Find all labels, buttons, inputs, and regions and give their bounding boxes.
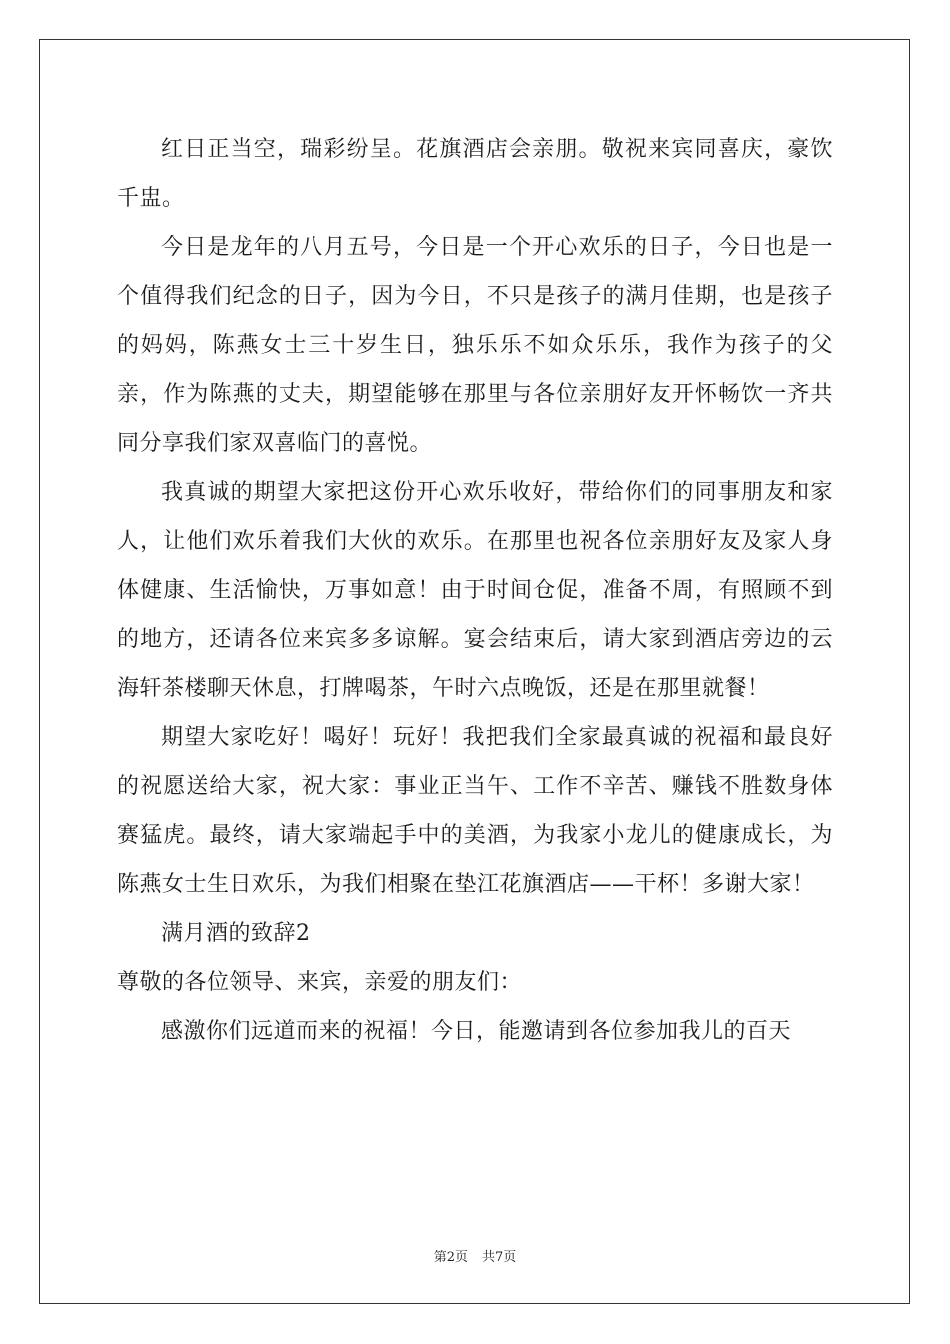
paragraph-2: 今日是龙年的八月五号，今日是一个开心欢乐的日子，今日也是一个值得我们纪念的日子，因为今日，不只是孩子的满月佳期，也是孩子的妈妈，陈燕女士三十岁生日，独乐乐不如众乐乐，我作为孩子的父亲，作为陈燕的丈夫，期望能够在那里与各位亲朋好友开怀畅饮一齐共同分享我们家双喜临门的喜悦。	[117, 235, 833, 456]
paragraph-3: 我真诚的期望大家把这份开心欢乐收好，带给你们的同事朋友和家人，让他们欢乐着我们大伙的欢乐。在那里也祝各位亲朋好友及家人身体健康、生活愉快，万事如意！由于时间仓促，准备不周，有照顾不到的地方，还请各位来宾多多谅解。宴会结束后，请大家到酒店旁边的云海轩茶楼聊天休息，打牌喝茶，午时六点晚饭，还是在那里就餐！	[117, 480, 833, 701]
document-body	[117, 125, 833, 1056]
salutation: 尊敬的各位领导、来宾，亲爱的朋友们：	[117, 970, 523, 995]
page-total: 共7页	[482, 1250, 517, 1265]
paragraph-4: 期望大家吃好！喝好！玩好！我把我们全家最真诚的祝福和最良好的祝愿送给大家，祝大家：事业正当午、工作不辛苦、赚钱不胜数身体赛猛虎。最终，请大家端起手中的美酒，为我家小龙儿的健康成长，为陈燕女士生日欢乐，为我们相聚在垫江花旗酒店——干杯！多谢大家！	[117, 725, 833, 897]
page-number: 第2页	[433, 1250, 468, 1265]
paragraph-5: 感激你们远道而来的祝福！今日，能邀请到各位参加我儿的百天	[161, 1019, 792, 1044]
paragraph-1: 红日正当空，瑞彩纷呈。花旗酒店会亲朋。敬祝来宾同喜庆，豪饮千盅。	[117, 137, 833, 211]
page-footer	[0, 1246, 950, 1265]
section-heading: 满月酒的致辞2	[161, 921, 311, 946]
